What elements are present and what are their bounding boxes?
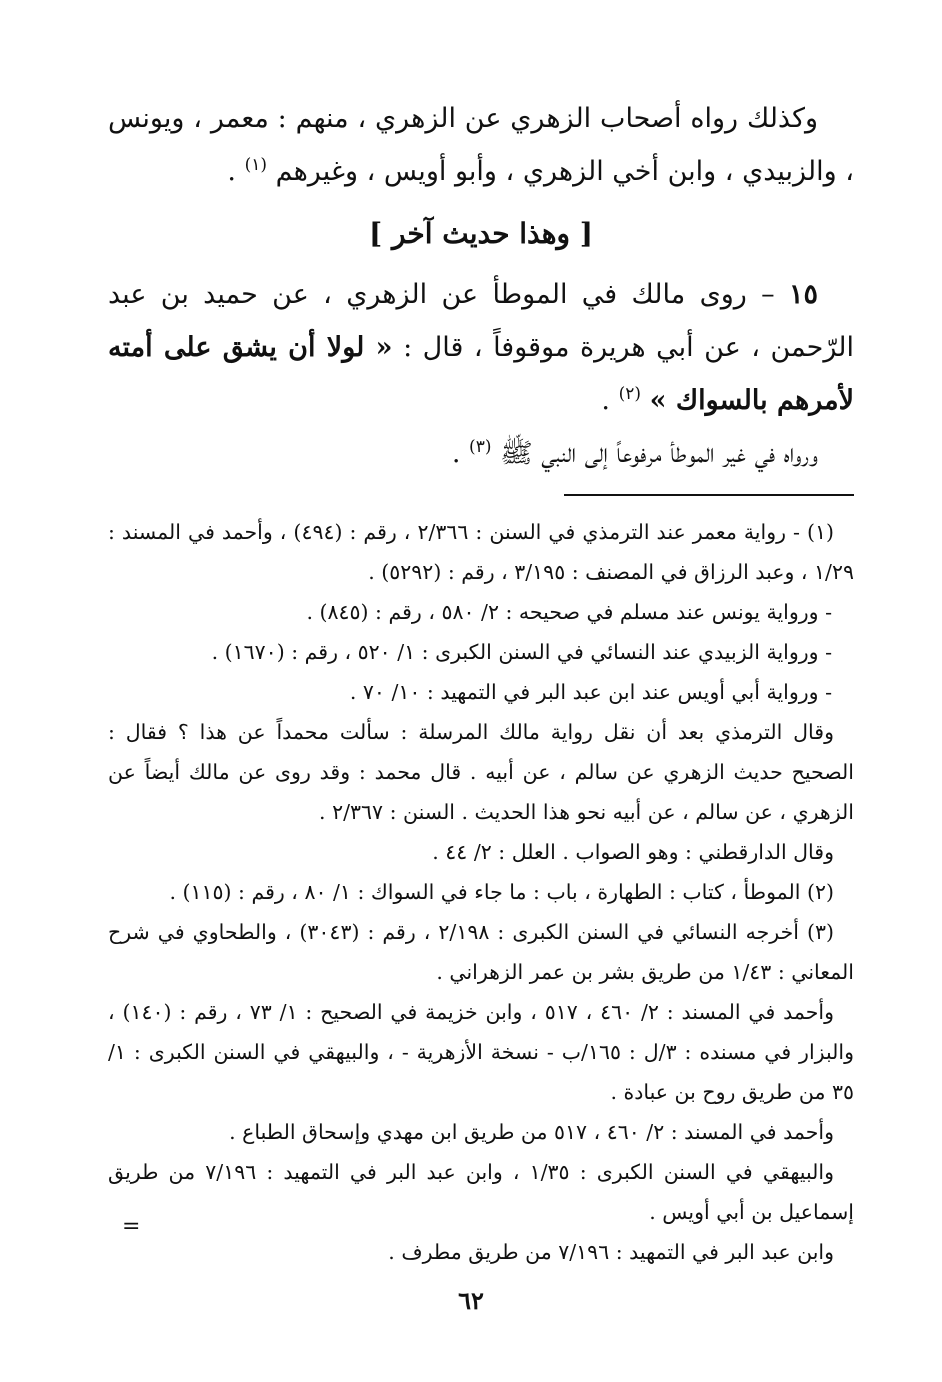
footnotes bbox=[108, 512, 854, 1272]
footnote-3-ahmad-2: وأحمد في المسند : ٢/ ٤٦٠ ، ٥١٧ من طريق ابن مهدي وإسحاق الطباع . bbox=[229, 1120, 834, 1144]
footnote-3-ahmad: وأحمد في المسند : ٢/ ٤٦٠ ، ٥١٧ ، وابن خزيمة في الصحيح : ١/ ٧٣ ، رقم : (١٤٠) ، والبزار في مسنده : ٣/ل : ١٦٥/ب - نسخة الأزهرية - ، والبيهقي في السنن الكبرى : ١/ ٣٥ من طريق روح بن عبادة . bbox=[108, 1000, 854, 1104]
footnote-1-abu-uways: - ورواية أبي أويس عند ابن عبد البر في التمهيد : ١٠/ ٧٠ . bbox=[349, 680, 832, 704]
footnote-3-ibn-abd-al-barr: وابن عبد البر في التمهيد : ٧/١٩٦ من طريق مطرف . bbox=[388, 1240, 834, 1264]
footnote-ref-3[interactable]: (٣) bbox=[469, 437, 492, 457]
hadith-quote: « لولا أن يشق على أمته لأمرهم بالسواك » bbox=[108, 332, 854, 416]
paragraph-2 bbox=[108, 268, 854, 427]
footnote-divider bbox=[564, 494, 854, 496]
main-text bbox=[108, 92, 854, 480]
document-page bbox=[108, 92, 854, 1352]
footnote-3-bayhaqi: والبيهقي في السنن الكبرى : ١/٣٥ ، وابن عبد البر في التمهيد : ٧/١٩٦ من طريق إسماعيل بن أبي أويس . bbox=[108, 1160, 854, 1224]
paragraph-3 bbox=[108, 427, 854, 480]
paragraph-1-end: . bbox=[227, 156, 236, 187]
footnote-ref-1[interactable]: (١) bbox=[244, 155, 267, 175]
paragraph-1-text: وكذلك رواه أصحاب الزهري عن الزهري ، منهم : معمر ، ويونس ، والزبيدي ، وابن أخي الزهري ، وأبو أويس ، وغيرهم bbox=[108, 103, 854, 187]
footnote-1-daraqutni: وقال الدارقطني : وهو الصواب . العلل : ٢/ ٤٤ . bbox=[432, 840, 834, 864]
footnote-1-tirmidhi: وقال الترمذي بعد أن نقل رواية مالك المرسلة : سألت محمداً عن هذا ؟ فقال : الصحيح حديث الزهري عن سالم ، عن أبيه . قال محمد : وقد روى عن مالك أيضاً عن الزهري ، عن سالم ، عن أبيه نحو هذا الحديث . السنن : ٢/٣٦٧ . bbox=[108, 720, 854, 824]
section-heading: [ وهذا حديث آخر ] bbox=[368, 217, 594, 250]
footnote-1-zubaydi: - ورواية الزبيدي عند النسائي في السنن الكبرى : ١/ ٥٢٠ ، رقم : (١٦٧٠) . bbox=[211, 640, 832, 664]
paragraph-3-end: . bbox=[451, 438, 461, 469]
hadith-number: ١٥ bbox=[788, 279, 818, 310]
page-number: ٦٢ bbox=[458, 1286, 484, 1315]
footnote-1: (١) - رواية معمر عند الترمذي في السنن : ٢/٣٦٦ ، رقم : (٤٩٤) ، وأحمد في المسند : ١/٢٩ ، وعبد الرزاق في المصنف : ٣/١٩٥ ، رقم : (٥٢٩٢) . bbox=[108, 520, 854, 584]
continuation-mark: = bbox=[122, 1214, 141, 1239]
paragraph-3-text: ورواه في غير الموطأ مرفوعاً إلى النبي ﷺ bbox=[500, 438, 818, 469]
footnote-3: (٣) أخرجه النسائي في السنن الكبرى : ٢/١٩٨ ، رقم : (٣٠٤٣) ، والطحاوي في شرح المعاني : ١/٤٣ من طريق بشر بن عمر الزهراني . bbox=[108, 920, 854, 984]
paragraph-1 bbox=[108, 92, 854, 198]
footnote-2: (٢) الموطأ ، كتاب : الطهارة ، باب : ما جاء في السواك : ١/ ٨٠ ، رقم : (١١٥) . bbox=[169, 880, 834, 904]
paragraph-2-end: . bbox=[601, 385, 610, 416]
footnote-ref-2[interactable]: (٢) bbox=[618, 384, 641, 404]
paragraph-2-text: – روى مالك في الموطأ عن الزهري ، عن حميد بن عبد الرّحمن ، عن أبي هريرة موقوفاً ، قال : bbox=[108, 279, 854, 363]
footnote-1-yunus: - ورواية يونس عند مسلم في صحيحه : ٢/ ٥٨٠ ، رقم : (٨٤٥) . bbox=[306, 600, 832, 624]
